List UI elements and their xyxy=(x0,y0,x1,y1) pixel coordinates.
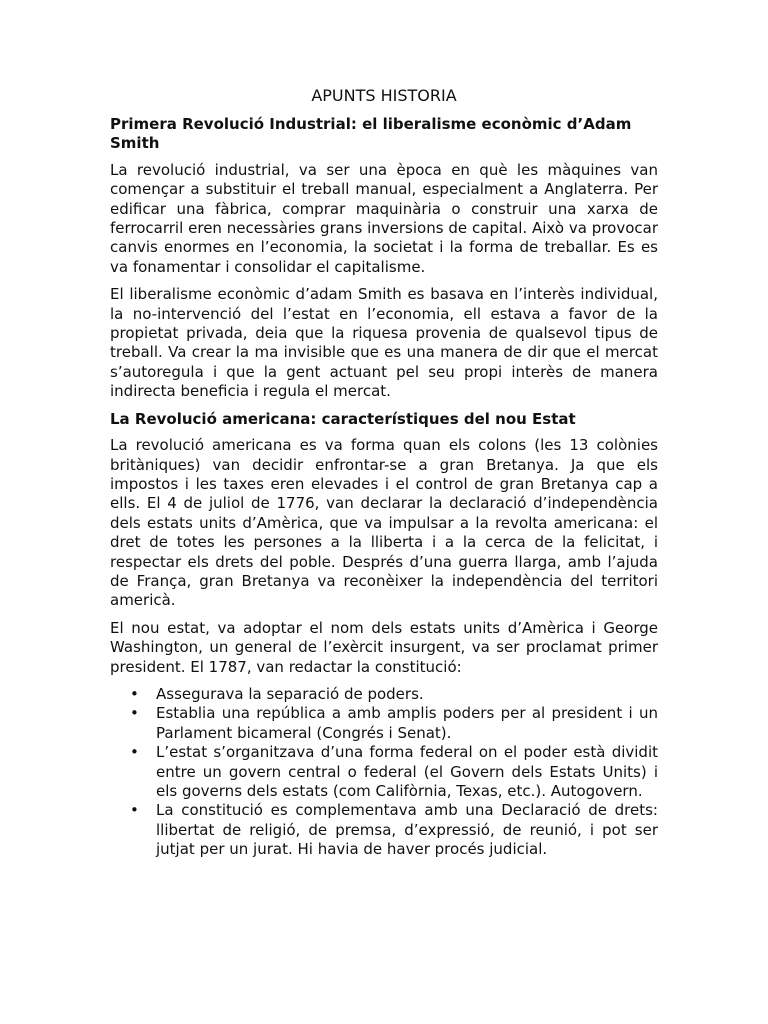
bullet-icon: • xyxy=(130,801,139,820)
bullet-icon: • xyxy=(130,684,139,703)
constitution-bullet-list xyxy=(110,685,658,860)
section-heading-industrial-revolution: Primera Revolució Industrial: el liberalisme econòmic d’Adam Smith xyxy=(110,115,632,153)
document-title: APUNTS HISTORIA xyxy=(311,86,457,105)
list-item xyxy=(110,801,658,859)
document-page xyxy=(110,85,658,860)
list-item-text: Establia una república a amb amplis poders per al president i un Parlament bicameral (Congrés i Senat). xyxy=(156,704,658,742)
bullet-icon: • xyxy=(130,743,139,762)
paragraph-industrial-revolution: La revolució industrial, va ser una època en què les màquines van començar a substituir el treball manual, especialment a Anglaterra. Per edificar una fàbrica, comprar maquinària o construir una xarxa de ferrocarril eren necessàries grans inversions de capital. Això va provocar canvis enormes en l’economia, la societat i la forma de treballar. Es es va fonamentar i consolidar el capitalisme. xyxy=(110,160,658,276)
list-item-text: Assegurava la separació de poders. xyxy=(156,684,424,703)
list-item xyxy=(110,743,658,801)
list-item-text: La constitució es complementava amb una Declaració de drets: llibertat de religió, de premsa, d’expressió, de reunió, i pot ser jutjat per un jurat. Hi havia de haver procés judicial. xyxy=(156,801,658,859)
list-item-text: L’estat s’organitzava d’una forma federal on el poder està dividit entre un govern central o federal (el Govern dels Estats Units) i els governs dels estats (com Califòrnia, Texas, etc.). Autogovern. xyxy=(156,743,658,800)
paragraph-new-state: El nou estat, va adoptar el nom dels estats units d’Amèrica i George Washington, un general de l’exèrcit insurgent, va ser proclamat primer president. El 1787, van redactar la constitució: xyxy=(110,618,658,676)
bullet-icon: • xyxy=(130,704,139,723)
list-item xyxy=(110,685,658,704)
paragraph-economic-liberalism: El liberalisme econòmic d’adam Smith es basava en l’interès individual, la no-intervenció del l’estat en l’economia, ell estava a favor de la propietat privada, deia que la riquesa provenia de qualsevol tipus de treball. Va crear la ma invisible que es una manera de dir que el mercat s’autoregula i que la gent actuant pel seu propi interès de manera indirecta beneficia i regula el mercat. xyxy=(110,285,658,401)
section-heading-american-revolution: La Revolució americana: característiques del nou Estat xyxy=(110,409,576,428)
list-item xyxy=(110,704,658,743)
paragraph-american-revolution: La revolució americana es va forma quan els colons (les 13 colònies britàniques) van decidir enfrontar-se a gran Bretanya. Ja que els impostos i les taxes eren elevades i el control de gran Bretanya cap a ells. El 4 de juliol de 1776, van declarar la declaració d’independència dels estats units d’Amèrica, que va impulsar a la revolta americana: el dret de totes les persones a la lliberta i a la cerca de la felicitat, i respectar els drets del poble. Després d’una guerra llarga, amb l’ajuda de França, gran Bretanya va reconèixer la independència del territori americà. xyxy=(110,436,658,610)
